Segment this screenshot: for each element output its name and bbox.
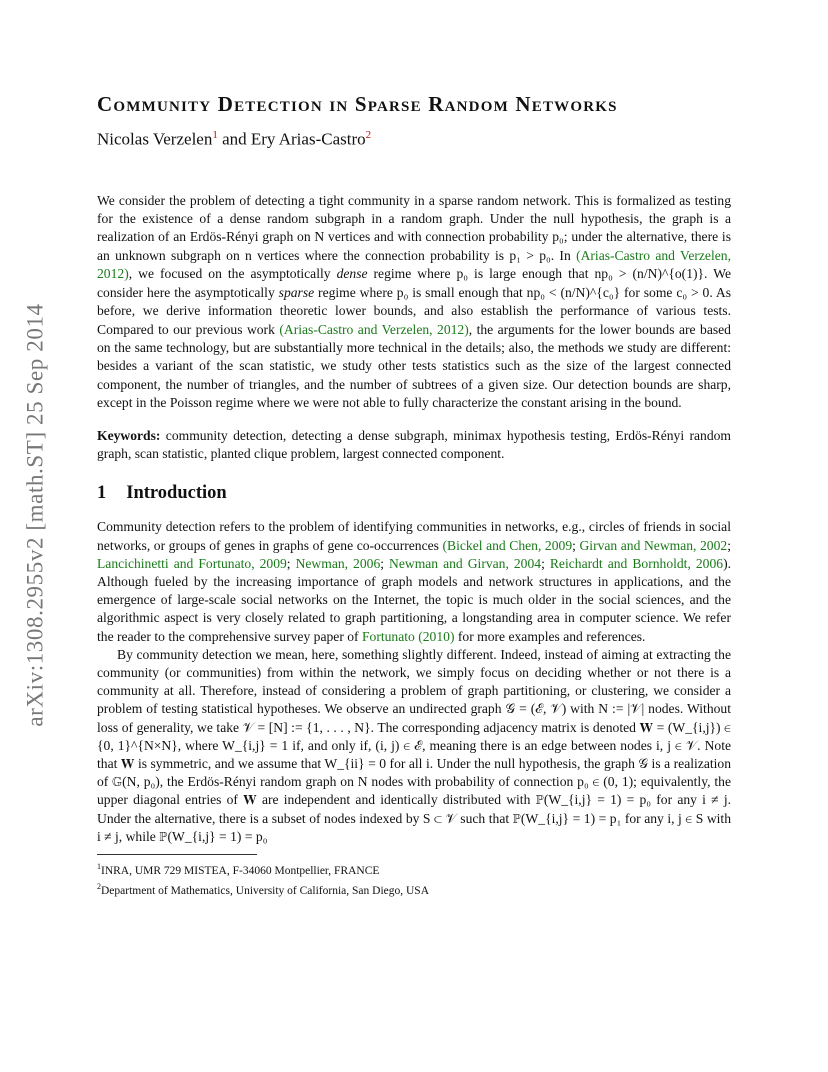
author-verzelen: Nicolas Verzelen	[97, 129, 213, 149]
keywords-text: community detection, detecting a dense subgraph, minimax hypothesis testing, Erdös-Rényi random graph, scan statistic, planted clique problem, largest connected component.	[97, 427, 731, 461]
body-text: for more examples and references.	[454, 628, 646, 644]
introduction-body	[97, 518, 731, 846]
abstract-text: We consider the problem of detecting a tight community in a sparse random network. This is formalized as testing for the existence of a dense random subgraph in a random graph. Under the null hypothesis, the graph is a realization of an Erdös-Rényi graph on N vertices and with connection probability p₀; under the alternative, there is an unknown subgraph on n vertices where the connection probability is p₁ > p₀. In	[97, 192, 731, 263]
section-number: 1	[97, 483, 107, 504]
abstract-text: regime where p₀ is large enough that np₀ > (n/N)^{o(1)}. We consider here the asymptotically	[97, 266, 731, 300]
citation-link[interactable]: (Arias-Castro and Verzelen, 2012)	[97, 247, 731, 282]
citation-link[interactable]: Reichardt and Bornholdt, 2006	[549, 555, 724, 571]
footnotes	[97, 859, 731, 899]
arxiv-sidebar	[18, 250, 54, 780]
footnote-mark-1[interactable]: 1	[212, 129, 218, 141]
citation-link[interactable]: Lancichinetti and Fortunato, 2009	[97, 555, 287, 571]
citation-separator: ;	[286, 555, 296, 571]
emphasis-dense: dense	[336, 266, 368, 282]
citation-link[interactable]: Newman and Girvan, 2004	[389, 555, 542, 571]
author-line	[97, 129, 731, 150]
author-separator: and	[217, 129, 251, 149]
author-arias-castro: Ery Arias-Castro	[250, 129, 366, 149]
citation-link[interactable]: (Arias-Castro and Verzelen, 2012)	[279, 321, 469, 337]
citation-link[interactable]: Fortunato (2010)	[361, 628, 455, 644]
footnote-divider	[97, 854, 257, 855]
keywords	[97, 427, 731, 464]
abstract-text: , the arguments for the lower bounds are based on the same technology, but are substantially more technical in the details; also, the methods we study are different: besides a variant of the scan statistic, we study other tests statistics such as the size of the largest connected component, the number of triangles, and the number of subtrees of a given size. Our detection bounds are sharp, except in the Poisson regime where we were not able to fully characterize the constant arising in the bound.	[97, 321, 731, 411]
emphasis-sparse: sparse	[278, 284, 315, 300]
paragraph	[97, 518, 731, 645]
footnote-mark-2[interactable]: 2	[365, 129, 372, 141]
abstract	[97, 192, 731, 413]
paragraph	[97, 646, 731, 846]
paper-page	[97, 92, 731, 899]
abstract-text: , we focused on the asymptotically	[128, 266, 337, 282]
section-heading	[97, 483, 731, 504]
keywords-label: Keywords:	[97, 427, 161, 443]
body-text: By community detection we mean, here, something slightly different. Indeed, instead of aiming at extracting the community (or communities) from within the network, we simply focus on deciding whether or not there is a community at all. Therefore, instead of considering a problem of graph partitioning, or clustering, we consider a problem of testing statistical hypotheses. We observe an undirected graph 𝒢 = (ℰ, 𝒱) with N := |𝒱| nodes. Without loss of generality, we take 𝒱 = [N] := {1, . . . , N}. The corresponding adjacency matrix is denoted 𝐖 = (W_{i,j}) ∈ {0, 1}^{N×N}, where W_{i,j} = 1 if, and only if, (i, j) ∈ ℰ, meaning there is an edge between nodes i, j ∈ 𝒱. Note that 𝐖 is symmetric, and we assume that W_{ii} = 0 for all i. Under the null hypothesis, the graph 𝒢 is a realization of 𝔾(N, p₀), the Erdös-Rényi random graph on N nodes with probability of connection p₀ ∈ (0, 1); equivalently, the upper diagonal entries of 𝐖 are independent and identically distributed with ℙ(W_{i,j} = 1) = p₀ for any i ≠ j. Under the alternative, there is a subset of nodes indexed by S ⊂ 𝒱 such that ℙ(W_{i,j} = 1) = p₁ for any i, j ∈ S with i ≠ j, while ℙ(W_{i,j} = 1) = p₀	[97, 646, 731, 844]
section-title: Introduction	[126, 483, 227, 504]
citation-separator: ;	[727, 537, 731, 553]
footnote-text: Department of Mathematics, University of California, San Diego, USA	[101, 884, 429, 897]
citation-separator: ;	[572, 537, 580, 553]
citation-link[interactable]: (Bickel and Chen, 2009	[442, 537, 573, 553]
footnote-number: 1	[97, 862, 101, 871]
footnote-text: INRA, UMR 729 MISTEA, F-34060 Montpellier, FRANCE	[101, 864, 380, 877]
footnote-number: 2	[97, 881, 101, 891]
paper-title: Community Detection in Sparse Random Networks	[97, 92, 618, 116]
footnote-2	[97, 879, 731, 899]
citation-link[interactable]: Newman, 2006	[295, 555, 381, 571]
body-text: ). Although fueled by the increasing importance of graph models and network structures in applications, and the emergence of large-scale social networks on the Internet, the topic is much older in the social sciences, and the algorithmic aspect is very closely related to graph partitioning, a longstanding area in computer science. We refer the reader to the comprehensive survey paper of	[97, 555, 731, 644]
citation-link[interactable]: Girvan and Newman, 2002	[579, 537, 728, 553]
abstract-text: regime where p₀ is small enough that np₀ < (n/N)^{c₀} for some c₀ > 0. As before, we derive information theoretic lower bounds, and also establish the performance of various tests. Compared to our previous work	[97, 284, 731, 337]
footnote-1	[97, 859, 731, 879]
body-text: Community detection refers to the problem of identifying communities in networks, e.g., circles of friends in social networks, or groups of genes in graphs of gene co-occurrences	[97, 519, 731, 553]
arxiv-identifier: arXiv:1308.2955v2 [math.ST] 25 Sep 2014	[23, 303, 48, 727]
citation-separator: ;	[541, 555, 550, 571]
citation-separator: ;	[380, 555, 390, 571]
